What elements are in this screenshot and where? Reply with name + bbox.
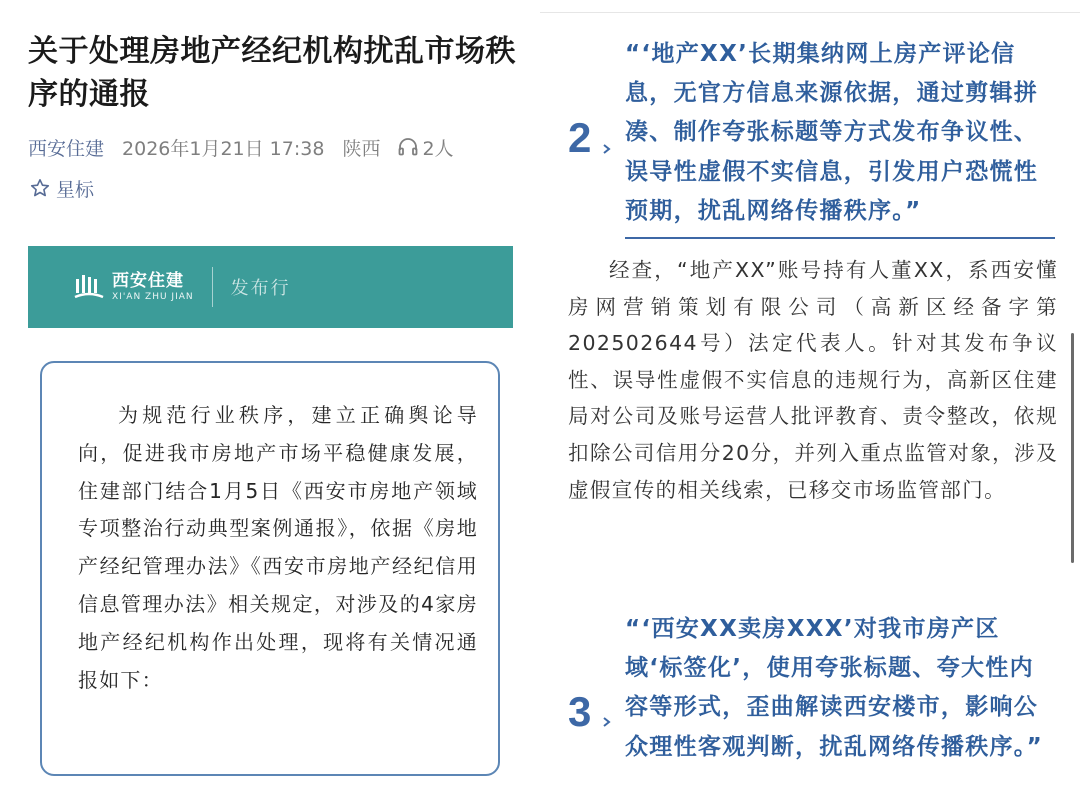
case-quote-text: “‘地产XX’长期集纳网上房产评论信息，无官方信息来源依据，通过剪辑拼凑、制作夸张标题等方式发布争议性、误导性虚假不实信息，引发用户恐慌性预期，扰乱网络传播秩序。” (625, 41, 1039, 224)
listen-button[interactable] (398, 134, 453, 161)
notice-box (40, 361, 500, 776)
banner-divider (212, 267, 213, 307)
logo-cn: 西安住建 (112, 271, 184, 291)
star-label: 星标 (56, 178, 95, 201)
scrollbar-thumb[interactable] (1071, 333, 1074, 563)
top-divider (540, 12, 1080, 13)
article-title: 关于处理房地产经纪机构扰乱市场秩序的通报 (28, 34, 516, 112)
account-name-link[interactable]: 西安住建 (28, 137, 105, 160)
publish-date: 2026年1月21日 17:38 (122, 137, 325, 160)
chevron-right-icon (602, 144, 612, 154)
article-right-panel (540, 0, 1080, 810)
star-icon (30, 178, 50, 198)
listener-count: 2人 (422, 137, 454, 160)
logo-en: XI'AN ZHU JIAN (112, 292, 194, 302)
xian-zhujian-logo-icon (74, 272, 104, 302)
article-meta (28, 133, 454, 161)
notice-intro-text: 为规范行业秩序，建立正确舆论导向，促进我市房地产市场平稳健康发展，住建部门结合1月5日《西安市房地产领域专项整治行动典型案例通报》，依据《房地产经纪管理办法》《西安市房地产经纪信用信息管理办法》相关规定，对涉及的4家房地产经纪机构作出处理，现将有关情况通报如下： (78, 403, 478, 692)
case-number: 2 (568, 114, 592, 161)
chevron-right-icon (602, 717, 612, 727)
quote-underline (625, 237, 1055, 239)
banner-publish-label: 发布行 (230, 278, 291, 299)
case-finding-text: 经查，“地产XX”账号持有人董XX，系西安懂房网营销策划有限公司（高新区经备字第202502644号）法定代表人。针对其发布争议性、误导性虚假不实信息的违规行为，高新区住建局对公司及账号运营人批评教育、责令整改，依规扣除公司信用分20分，并列入重点监管对象，涉及虚假宣传的相关线索，已移交市场监管部门。 (568, 258, 1058, 502)
publisher-banner (28, 246, 513, 328)
case-quote-text: “‘西安XX卖房XXX’对我市房产区域‘标签化’，使用夸张标题、夸大性内容等形式，歪曲解读西安楼市，影响公众理性客观判断，扰乱网络传播秩序。” (625, 616, 1044, 760)
star-button[interactable] (30, 174, 94, 202)
publish-region: 陕西 (342, 137, 381, 160)
logo-text (112, 271, 194, 303)
headphones-icon (398, 138, 418, 156)
case-number: 3 (568, 688, 592, 735)
